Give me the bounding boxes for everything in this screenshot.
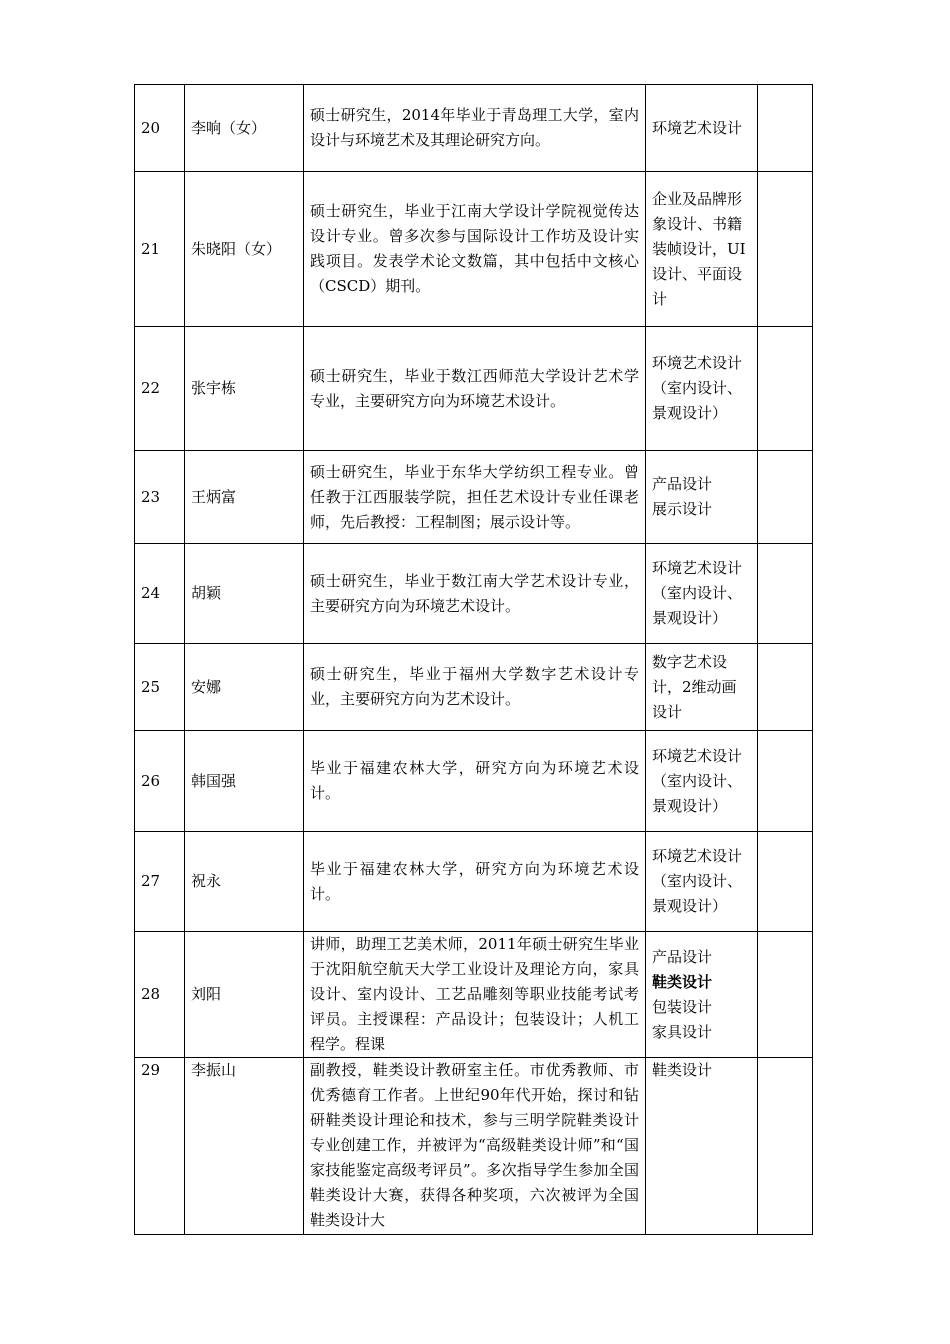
staff-description: 毕业于福建农林大学，研究方向为环境艺术设计。 xyxy=(304,731,646,832)
direction-item: 鞋类设计 xyxy=(652,972,713,991)
direction-item: 产品设计 xyxy=(652,947,713,966)
direction-item: 展示设计 xyxy=(652,500,713,518)
table-row xyxy=(135,832,813,932)
teaching-direction xyxy=(646,451,758,544)
direction-item: 环境艺术设计 xyxy=(652,118,743,137)
teaching-direction xyxy=(646,544,758,644)
table-row xyxy=(135,172,813,327)
note-cell xyxy=(758,644,813,731)
direction-item: 环境艺术设计（室内设计、景观设计） xyxy=(652,746,743,815)
note-cell xyxy=(758,172,813,327)
table-row xyxy=(135,1058,813,1235)
staff-name: 刘阳 xyxy=(185,932,304,1058)
row-number: 28 xyxy=(135,932,185,1058)
teaching-direction xyxy=(646,1058,758,1235)
direction-item: 产品设计 xyxy=(652,475,713,493)
note-cell xyxy=(758,932,813,1058)
teaching-direction xyxy=(646,832,758,932)
table-row xyxy=(135,451,813,544)
table-row xyxy=(135,85,813,172)
direction-item: 环境艺术设计（室内设计、景观设计） xyxy=(652,847,743,915)
staff-description: 硕士研究生，毕业于数江西师范大学设计艺术学专业，主要研究方向为环境艺术设计。 xyxy=(304,327,646,451)
note-cell xyxy=(758,832,813,932)
table-row xyxy=(135,932,813,1058)
staff-name: 李振山 xyxy=(185,1058,304,1235)
row-number: 22 xyxy=(135,327,185,451)
staff-description: 硕士研究生，毕业于福州大学数字艺术设计专业，主要研究方向为艺术设计。 xyxy=(304,644,646,731)
row-number: 21 xyxy=(135,172,185,327)
note-cell xyxy=(758,544,813,644)
direction-item: 家具设计 xyxy=(652,1022,713,1041)
table-row xyxy=(135,644,813,731)
direction-item: 环境艺术设计（室内设计、景观设计） xyxy=(652,559,743,627)
row-number: 20 xyxy=(135,85,185,172)
teaching-direction xyxy=(646,932,758,1058)
staff-name: 李响（女） xyxy=(185,85,304,172)
staff-description: 硕士研究生，毕业于数江南大学艺术设计专业，主要研究方向为环境艺术设计。 xyxy=(304,544,646,644)
direction-item: 企业及品牌形象设计、书籍装帧设计，UI设计、平面设计 xyxy=(652,189,746,308)
row-number: 29 xyxy=(135,1058,185,1235)
note-cell xyxy=(758,1058,813,1235)
staff-name: 王炳富 xyxy=(185,451,304,544)
staff-name: 韩国强 xyxy=(185,731,304,832)
direction-item: 数字艺术设计，2维动画设计 xyxy=(652,652,737,721)
staff-description: 硕士研究生，毕业于东华大学纺织工程专业。曾任教于江西服装学院，担任艺术设计专业任课老师，先后教授：工程制图；展示设计等。 xyxy=(304,451,646,544)
staff-description: 硕士研究生，2014年毕业于青岛理工大学，室内设计与环境艺术及其理论研究方向。 xyxy=(304,85,646,172)
staff-description: 副教授，鞋类设计教研室主任。市优秀教师、市优秀德育工作者。上世纪90年代开始，探讨和钻研鞋类设计理论和技术，参与三明学院鞋类设计专业创建工作，并被评为“高级鞋类设计师”和“国家技能鉴定高级考评员”。多次指导学生参加全国鞋类设计大赛，获得各种奖项，六次被评为全国鞋类设计大 xyxy=(304,1058,646,1235)
note-cell xyxy=(758,85,813,172)
table-row xyxy=(135,327,813,451)
row-number: 25 xyxy=(135,644,185,731)
table-row xyxy=(135,731,813,832)
direction-item: 鞋类设计 xyxy=(652,1061,713,1079)
staff-description: 讲师，助理工艺美术师，2011年硕士研究生毕业于沈阳航空航天大学工业设计及理论方向，家具设计、室内设计、工艺品雕刻等职业技能考试考评员。主授课程：产品设计；包装设计；人机工程学。程课 xyxy=(304,932,646,1058)
row-number: 26 xyxy=(135,731,185,832)
direction-item: 包装设计 xyxy=(652,997,713,1016)
teaching-direction xyxy=(646,327,758,451)
direction-item: 环境艺术设计（室内设计、景观设计） xyxy=(652,354,743,422)
teaching-direction xyxy=(646,85,758,172)
row-number: 23 xyxy=(135,451,185,544)
staff-table xyxy=(134,84,813,1235)
staff-name: 胡颖 xyxy=(185,544,304,644)
staff-description: 硕士研究生，毕业于江南大学设计学院视觉传达设计专业。曾多次参与国际设计工作坊及设计实践项目。发表学术论文数篇，其中包括中文核心（CSCD）期刊。 xyxy=(304,172,646,327)
row-number: 24 xyxy=(135,544,185,644)
row-number: 27 xyxy=(135,832,185,932)
note-cell xyxy=(758,327,813,451)
note-cell xyxy=(758,451,813,544)
teaching-direction xyxy=(646,644,758,731)
note-cell xyxy=(758,731,813,832)
staff-description: 毕业于福建农林大学，研究方向为环境艺术设计。 xyxy=(304,832,646,932)
table-row xyxy=(135,544,813,644)
teaching-direction xyxy=(646,172,758,327)
staff-name: 张宇栋 xyxy=(185,327,304,451)
staff-name: 祝永 xyxy=(185,832,304,932)
staff-name: 安娜 xyxy=(185,644,304,731)
staff-name: 朱晓阳（女） xyxy=(185,172,304,327)
teaching-direction xyxy=(646,731,758,832)
